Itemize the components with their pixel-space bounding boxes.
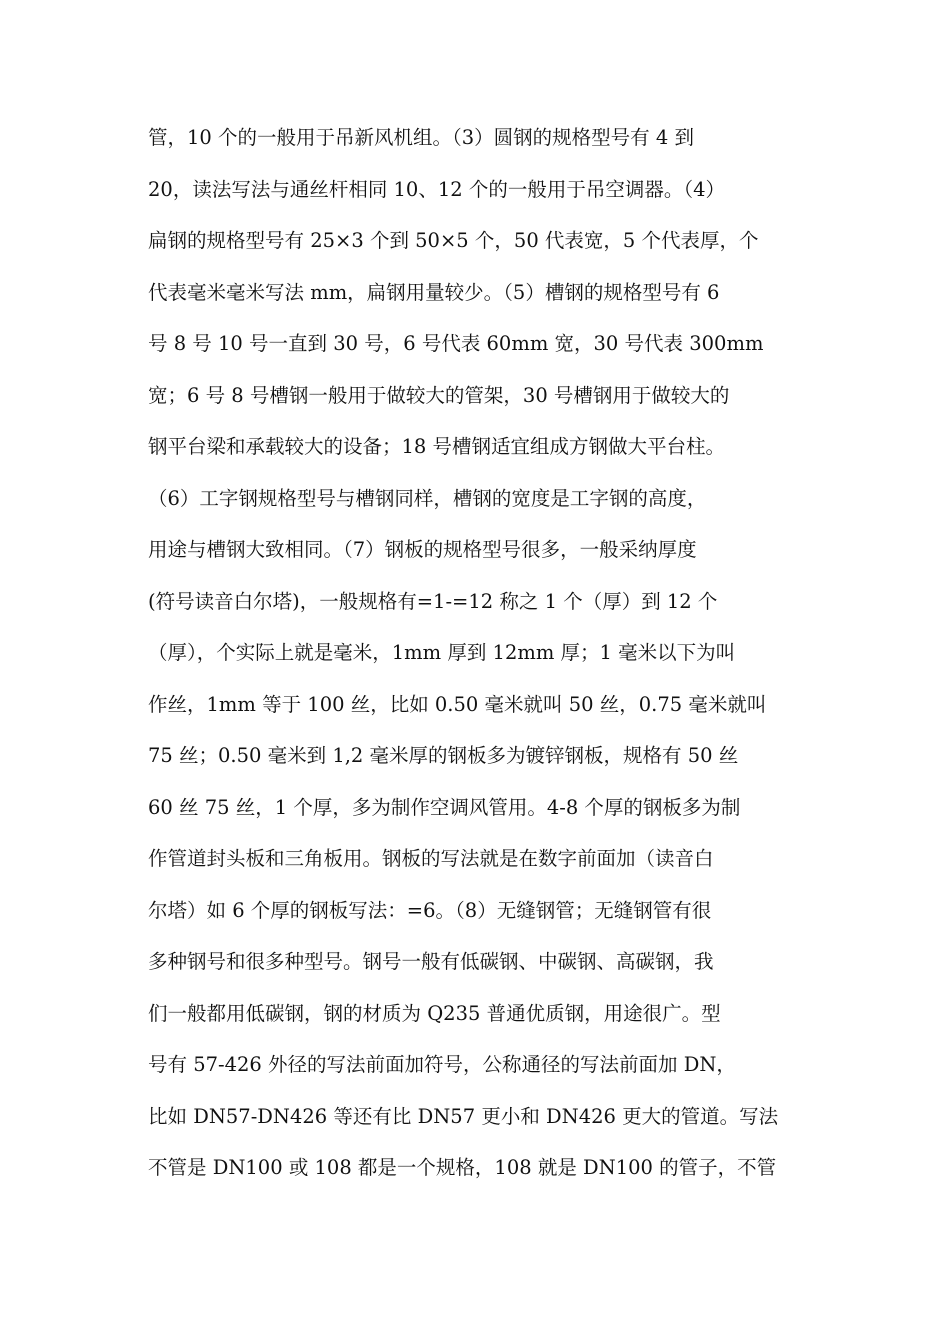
text-line: （厚），个实际上就是毫米，1mm 厚到 12mm 厚；1 毫米以下为叫 (148, 641, 736, 664)
text-line: 75 丝；0.50 毫米到 1,2 毫米厚的钢板多为镀锌钢板，规格有 50 丝 (148, 744, 739, 767)
text-line: 尔塔）如 6 个厚的钢板写法：=6。（8）无缝钢管；无缝钢管有很 (148, 898, 712, 922)
text-line: 号 8 号 10 号一直到 30 号，6 号代表 60mm 宽，30 号代表 300mm (148, 332, 764, 355)
text-line: 代表毫米毫米写法 mm，扁钢用量较少。（5）槽钢的规格型号有 6 (148, 280, 720, 304)
text-line: （6）工字钢规格型号与槽钢同样，槽钢的宽度是工字钢的高度， (148, 486, 707, 510)
text-line: 60 丝 75 丝，1 个厚，多为制作空调风管用。4-8 个厚的钢板多为制 (148, 795, 741, 819)
text-line: 们一般都用低碳钢，钢的材质为 Q235 普通优质钢，用途很广。型 (148, 1001, 721, 1025)
text-line: 管，10 个的一般用于吊新风机组。（3）圆钢的规格型号有 4 到 (148, 126, 694, 149)
body-text (148, 118, 828, 1200)
text-line: 不管是 DN100 或 108 都是一个规格，108 就是 DN100 的管子，不管 (148, 1156, 777, 1179)
text-line: 作管道封头板和三角板用。钢板的写法就是在数字前面加（读音白 (148, 847, 714, 870)
text-line: 多种钢号和很多种型号。钢号一般有低碳钢、中碳钢、高碳钢，我 (148, 950, 714, 973)
text-line: 20，读法写法与通丝杆相同 10、12 个的一般用于吊空调器。（4） (148, 177, 725, 201)
text-line: 号有 57-426 外径的写法前面加符号，公称通径的写法前面加 DN， (148, 1053, 736, 1076)
text-line: 比如 DN57-DN426 等还有比 DN57 更小和 DN426 更大的管道。写法 (148, 1104, 779, 1128)
text-line: 作丝，1mm 等于 100 丝，比如 0.50 毫米就叫 50 丝，0.75 毫米就叫 (148, 692, 767, 716)
text-line: 用途与槽钢大致相同。（7）钢板的规格型号很多，一般采纳厚度 (148, 538, 697, 561)
text-line: (符号读音白尔塔)，一般规格有=1-=12 称之 1 个（厚）到 12 个 (148, 589, 718, 613)
text-line: 宽；6 号 8 号槽钢一般用于做较大的管架，30 号槽钢用于做较大的 (148, 383, 730, 407)
text-line: 钢平台梁和承载较大的设备；18 号槽钢适宜组成方钢做大平台柱。 (148, 435, 726, 458)
text-line: 扁钢的规格型号有 25×3 个到 50×5 个，50 代表宽，5 个代表厚，个 (148, 229, 759, 252)
